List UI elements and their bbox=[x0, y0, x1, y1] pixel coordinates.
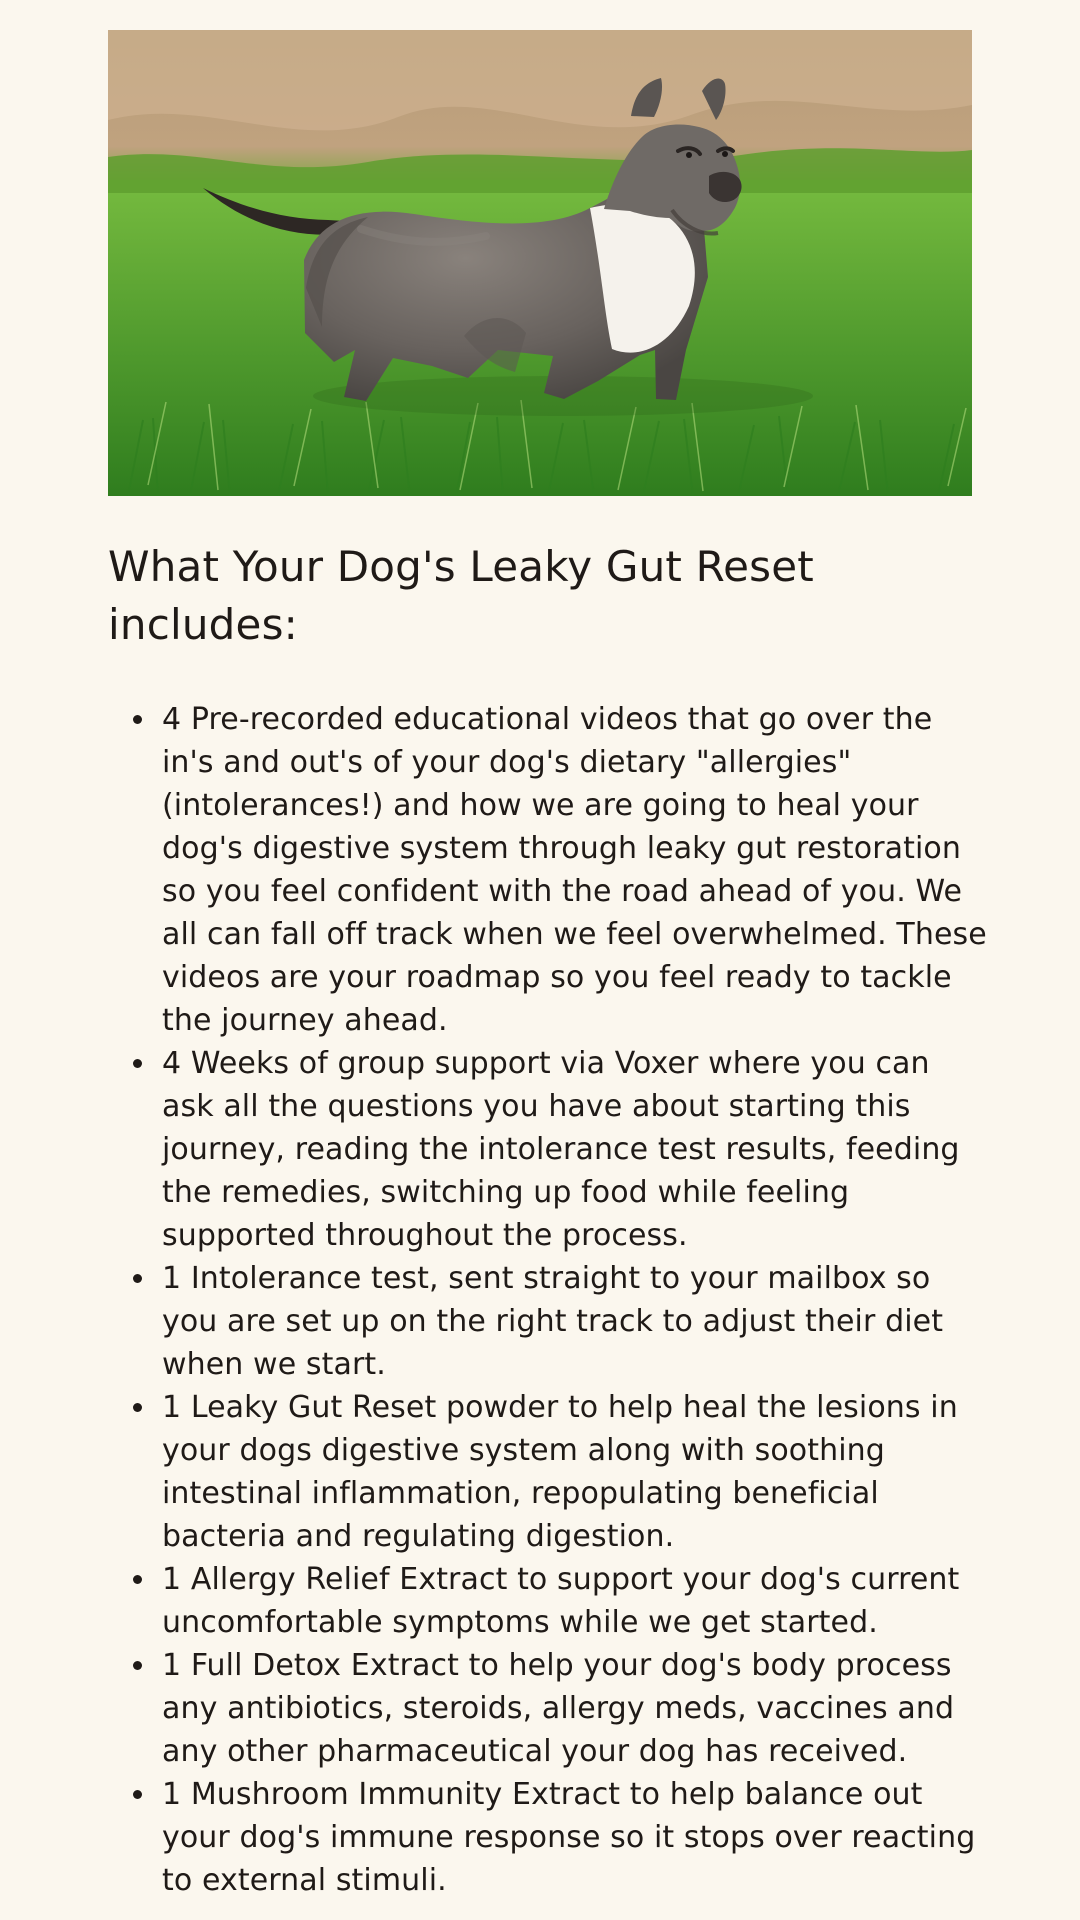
list-item-text: 1 Leaky Gut Reset powder to help heal the lesions in your dogs digestive system along with soothing intestinal inflammation, repopulating beneficial bacteria and regulating digestion. bbox=[162, 1390, 958, 1554]
list-item bbox=[108, 698, 990, 1042]
bullet-icon bbox=[133, 1274, 142, 1283]
list-item-text: 1 Mushroom Immunity Extract to help balance out your dog's immune response so it stops over reacting to external stimuli. bbox=[162, 1777, 976, 1898]
list-item bbox=[108, 1257, 990, 1386]
dog-photo-illustration bbox=[108, 30, 972, 496]
list-item-text: 4 Weeks of group support via Voxer where you can ask all the questions you have about starting this journey, reading the intolerance test results, feeding the remedies, switching up food while feeling supported throughout the process. bbox=[162, 1046, 960, 1253]
bullet-icon bbox=[133, 715, 142, 724]
list-item-text: 1 Full Detox Extract to help your dog's body process any antibiotics, steroids, allergy meds, vaccines and any other pharmaceutical your dog has received. bbox=[162, 1648, 955, 1769]
bullet-icon bbox=[133, 1661, 142, 1670]
list-item bbox=[108, 1558, 990, 1644]
list-item bbox=[108, 1773, 990, 1902]
bullet-icon bbox=[133, 1403, 142, 1412]
bullet-icon bbox=[133, 1575, 142, 1584]
list-item bbox=[108, 1042, 990, 1257]
list-item bbox=[108, 1386, 990, 1558]
dog-photo bbox=[108, 30, 972, 496]
bullet-icon bbox=[133, 1790, 142, 1799]
list-item-text: 4 Pre-recorded educational videos that go over the in's and out's of your dog's dietary "allergies" (intolerances!) and how we are going to heal your dog's digestive system through leaky gut restoration so you feel confident with the road ahead of you. We all can fall off track when we feel overwhelmed. These videos are your roadmap so you feel ready to tackle the journey ahead. bbox=[162, 702, 987, 1038]
page-title: What Your Dog's Leaky Gut Reset includes: bbox=[108, 542, 814, 649]
list-item bbox=[108, 1644, 990, 1773]
list-item-text: 1 Allergy Relief Extract to support your dog's current uncomfortable symptoms while we get started. bbox=[162, 1562, 960, 1640]
list-item-text: 1 Intolerance test, sent straight to your mailbox so you are set up on the right track to adjust their diet when we start. bbox=[162, 1261, 944, 1382]
feature-list bbox=[108, 698, 990, 1902]
bullet-icon bbox=[133, 1059, 142, 1068]
